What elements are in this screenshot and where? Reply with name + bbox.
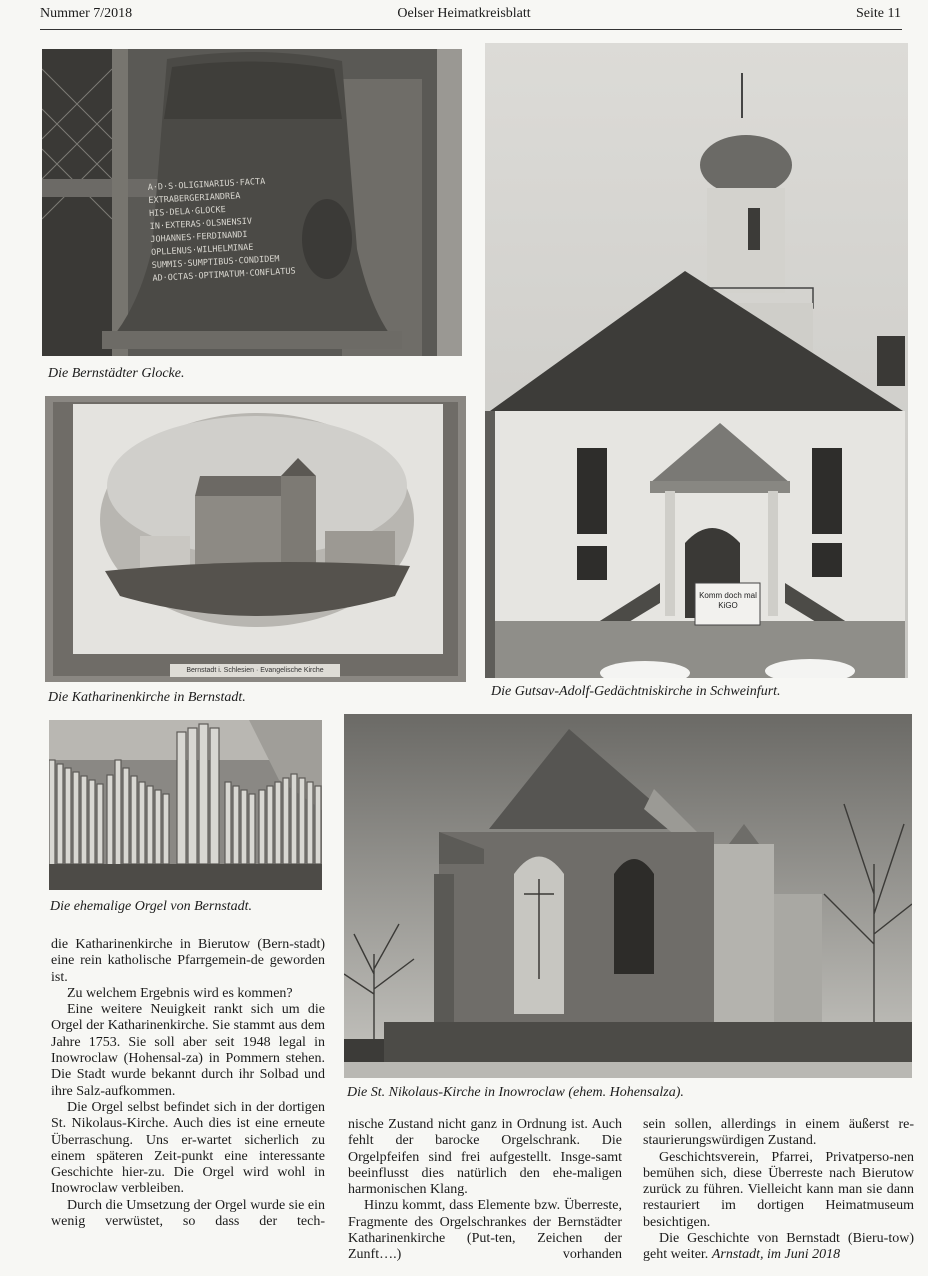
katharinen-photo — [45, 396, 466, 682]
kigo-banner: Komm doch mal KiGO — [699, 591, 757, 610]
paragraph: Die Orgel selbst befindet sich in der dortigen St. Nikolaus-Kirche. Auch dies ist eine erneute Überraschung. Uns er-wartet sicherlich zu einem späteren Zeit-punkt eine interessante Geschichte hier-zu. Die Orgel wird wohl in Inowroclaw verbleiben. — [51, 1099, 325, 1197]
nikolaus-caption: Die St. Nikolaus-Kirche in Inowroclaw (ehem. Hohensalza). — [347, 1085, 684, 1100]
postcard-label: Bernstadt i. Schlesien · Evangelische Kirche — [186, 667, 324, 674]
organ-caption: Die ehemalige Orgel von Bernstadt. — [50, 899, 253, 914]
nikolaus-photo — [344, 714, 912, 1078]
gustav-adolf-caption: Die Gutsav-Adolf-Gedächtniskirche in Schweinfurt. — [491, 684, 781, 699]
article-column-1 — [51, 937, 325, 1230]
gustav-adolf-photo — [485, 43, 908, 678]
publication-title: Oelser Heimatkreisblatt — [397, 6, 531, 21]
paragraph: Durch die Umsetzung der Orgel wurde sie ein wenig verwüstet, so dass der tech- — [51, 1197, 325, 1230]
bell-photo — [42, 49, 462, 356]
paragraph: Hinzu kommt, dass Elemente bzw. Überreste, Fragmente des Orgelschrankes der Bernstädter Katharinenkirche (Put-ten, Zeichen der Zunft….) vorhanden — [348, 1198, 622, 1263]
paragraph: Eine weitere Neuigkeit rankt sich um die Orgel der Katharinenkirche. Sie stammt aus dem Jahre 1753. Sie soll aber seit 1948 legal in Inowroclaw (Hohensal-za) in Pommern stehen. Die Stadt wurde bekannt durch ihr Solbad und ihre Salz-aufkommen. — [51, 1002, 325, 1099]
article-column-2 — [348, 1117, 622, 1264]
bell-inscription: A·D·S·OLIGINARIUS·FACTA EXTRABERGERIANDREA HIS·DELA·GLOCKE IN·EXTERAS·OLSNENSIV JOHANNES·FERDINANDI OPLLENUS·WILHELMINAE SUMMIS·SUMPTIBUS·CONDIDEM AD·OCTAS·OPTIMATUM·CONFLATUS — [147, 176, 296, 284]
article-column-3 — [643, 1117, 914, 1264]
paragraph: nische Zustand nicht ganz in Ordnung ist. Auch fehlt der barocke Orgelschrank. Die Orgelpfeifen sind frei aufgestellt. Insge-samt beeinflusst dies natürlich den ehe-maligen harmonischen Klang. — [348, 1117, 622, 1198]
paragraph: sein sollen, allerdings in einem äußerst re-staurierungswürdigen Zustand. — [643, 1117, 914, 1149]
paragraph: Zu welchem Ergebnis wird es kommen? — [67, 985, 293, 1001]
paragraph: Die Geschichte von Bernstadt (Bieru-tow) geht weiter. — [643, 1231, 914, 1263]
issue-number: Nummer 7/2018 — [40, 6, 133, 21]
organ-photo — [49, 720, 322, 890]
paragraph: die Katharinenkirche in Bierutow (Bern-stadt) eine rein katholische Pfarrgemein-de geworden ist. — [51, 937, 325, 985]
header-rule — [40, 29, 902, 30]
page-number: Seite 11 — [856, 6, 901, 21]
paragraph: Geschichtsverein, Pfarrei, Privatperso-nen bemühen sich, diese Überreste nach Bierutow zurück zu führen. Vielleicht kann man sie dann restauriert im dortigen Heimatmuseum besichtigen. — [643, 1149, 914, 1230]
bell-caption: Die Bernstädter Glocke. — [48, 366, 185, 381]
byline: Arnstadt, im Juni 2018 — [711, 1247, 841, 1263]
katharinen-caption: Die Katharinenkirche in Bernstadt. — [48, 690, 246, 705]
